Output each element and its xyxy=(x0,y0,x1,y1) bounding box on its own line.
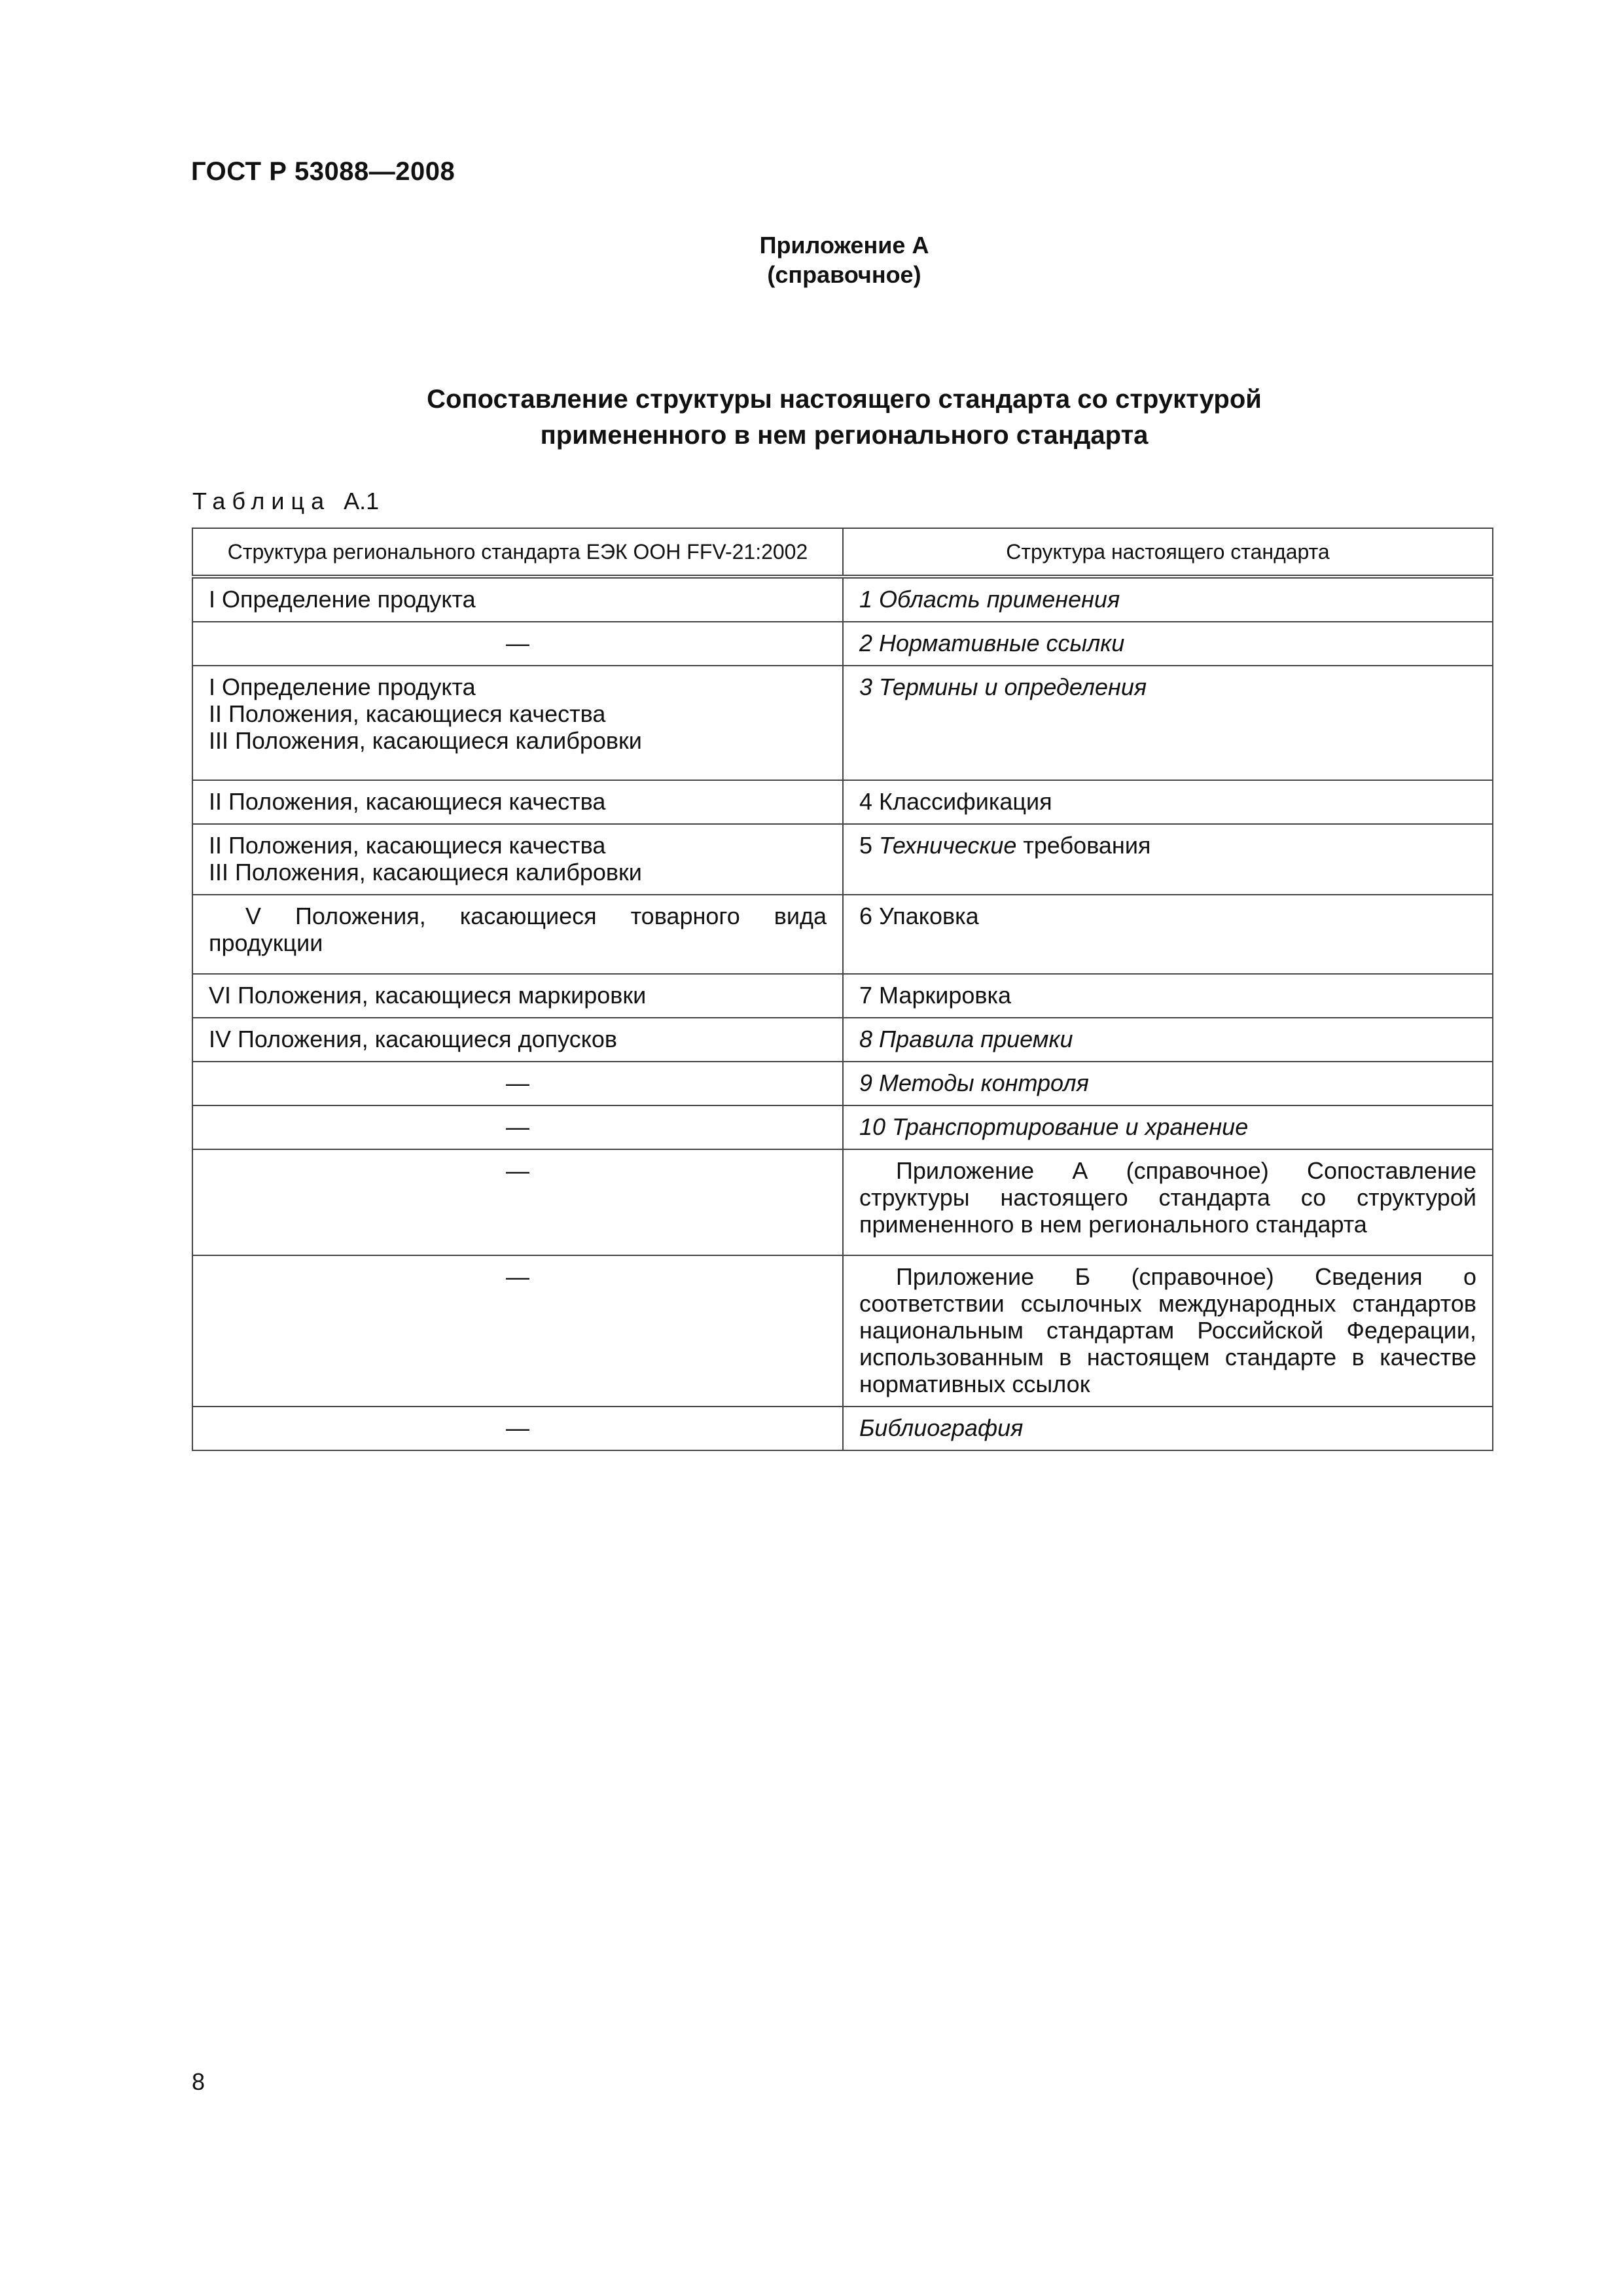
table-row xyxy=(192,780,1493,824)
regional-item-spacer xyxy=(209,754,827,771)
header-national-structure: Структура настоящего стандарта xyxy=(843,528,1493,577)
table-row xyxy=(192,1407,1493,1450)
regional-cell xyxy=(192,780,843,824)
table-caption xyxy=(192,488,379,515)
table-row xyxy=(192,1149,1493,1255)
table-caption-word: Таблица xyxy=(192,488,331,514)
national-cell-appendix-b: Приложение Б (справочное) Сведения о соответствии ссылочных международных стандартов национальным стандартам Российской Федерации, использованным в настоящем стандарте в качестве нормативных ссылок xyxy=(843,1255,1493,1407)
regional-item: II Положения, касающиеся качества xyxy=(209,832,606,859)
national-cell xyxy=(843,824,1493,895)
table-row xyxy=(192,974,1493,1018)
appendix-type: (справочное) xyxy=(767,261,921,288)
regional-cell xyxy=(192,824,843,895)
national-cell-appendix-a: Приложение А (справочное) Сопоставление структуры настоящего стандарта со структурой примененного в нем регионального стандарта xyxy=(843,1149,1493,1255)
regional-cell-dash: — xyxy=(192,1105,843,1149)
appendix-title-line-1: Сопоставление структуры настоящего стандарта со структурой xyxy=(427,385,1262,414)
table-row xyxy=(192,1018,1493,1062)
section-title-italic: Технические xyxy=(879,832,1017,859)
document-code: ГОСТ Р 53088—2008 xyxy=(191,157,455,186)
table-row xyxy=(192,622,1493,666)
header-regional-structure: Структура регионального стандарта ЕЭК ООН FFV-21:2002 xyxy=(192,528,843,577)
national-cell: Библиография xyxy=(843,1407,1493,1450)
table-row xyxy=(192,1255,1493,1407)
regional-cell-dash: — xyxy=(192,1149,843,1255)
table-row xyxy=(192,1105,1493,1149)
national-cell: 1 Область применения xyxy=(843,577,1493,622)
table-row xyxy=(192,666,1493,780)
table-caption-number: А.1 xyxy=(344,488,380,514)
section-title-rest: требования xyxy=(1023,832,1151,859)
regional-cell xyxy=(192,974,843,1018)
structure-comparison-table xyxy=(192,528,1493,1451)
section-number: 5 xyxy=(859,832,873,859)
regional-cell xyxy=(192,895,843,974)
regional-cell-dash: — xyxy=(192,1062,843,1105)
table-row xyxy=(192,824,1493,895)
appendix-title-line-2: примененного в нем регионального стандарта xyxy=(540,421,1149,450)
regional-item: I Определение продукта xyxy=(209,586,476,613)
regional-item: IV Положения, касающиеся допусков xyxy=(209,1026,617,1052)
regional-item: V Положения, касающиеся товарного вида продукции xyxy=(209,903,827,956)
national-cell: 3 Термины и определения xyxy=(843,666,1493,780)
table-row xyxy=(192,577,1493,622)
page-number: 8 xyxy=(192,2068,205,2095)
regional-item: II Положения, касающиеся качества xyxy=(209,788,606,815)
national-cell: 10 Транспортирование и хранение xyxy=(843,1105,1493,1149)
national-cell: 8 Правила приемки xyxy=(843,1018,1493,1062)
national-cell: 7 Маркировка xyxy=(843,974,1493,1018)
regional-item: III Положения, касающиеся калибровки xyxy=(209,727,642,754)
regional-item: II Положения, касающиеся качества xyxy=(209,700,606,727)
regional-cell xyxy=(192,1018,843,1062)
table-header-row xyxy=(192,528,1493,577)
regional-cell-dash: — xyxy=(192,1255,843,1407)
table-row xyxy=(192,895,1493,974)
national-cell: 6 Упаковка xyxy=(843,895,1493,974)
table-row xyxy=(192,1062,1493,1105)
regional-cell xyxy=(192,577,843,622)
national-cell: 4 Классификация xyxy=(843,780,1493,824)
regional-item: III Положения, касающиеся калибровки xyxy=(209,859,642,886)
national-cell: 2 Нормативные ссылки xyxy=(843,622,1493,666)
regional-item: VI Положения, касающиеся маркировки xyxy=(209,982,647,1009)
national-cell: 9 Методы контроля xyxy=(843,1062,1493,1105)
regional-cell-dash: — xyxy=(192,622,843,666)
appendix-label: Приложение А xyxy=(759,232,929,259)
regional-cell xyxy=(192,666,843,780)
regional-item: I Определение продукта xyxy=(209,673,476,700)
regional-cell-dash: — xyxy=(192,1407,843,1450)
